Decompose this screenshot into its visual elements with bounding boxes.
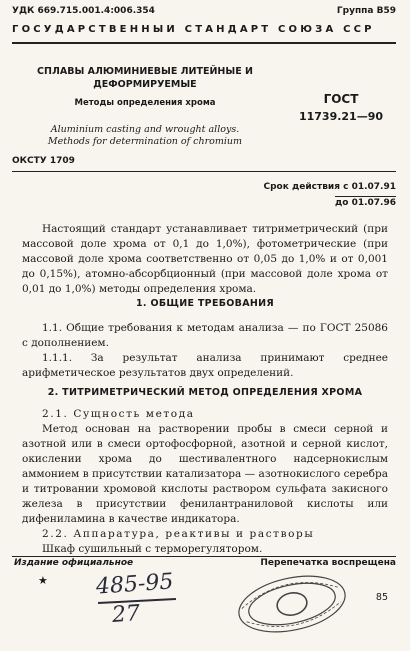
title-subtitle: Методы определения хрома	[74, 98, 216, 108]
section-2-title: 2. ТИТРИМЕТРИЧЕСКИЙ МЕТОД ОПРЕДЕЛЕНИЯ ХРОМА	[47, 387, 363, 398]
okstu-code: ОКСТУ 1709	[12, 156, 75, 166]
section-1-body	[22, 321, 388, 381]
intro-paragraph	[22, 222, 388, 297]
section-1-p1: 1.1. Общие требования к методам анализа — по ГОСТ 25086 с дополнением.	[22, 322, 388, 349]
group-code: Группа В59	[336, 6, 396, 16]
title-rule	[12, 171, 396, 172]
reprint-notice: Перепечатка воспрещена	[260, 558, 396, 568]
validity-to: до 01.07.96	[335, 198, 396, 208]
section-2-p2: Шкаф сушильный с терморегулятором.	[42, 543, 263, 555]
udk-code: УДК 669.715.001.4:006.354	[12, 6, 155, 16]
gost-label: ГОСТ	[323, 92, 359, 106]
header-rule	[12, 42, 396, 44]
title-line-1: СПЛАВЫ АЛЮМИНИЕВЫЕ ЛИТЕЙНЫЕ И	[37, 66, 253, 77]
title-line-2: ДЕФОРМИРУЕМЫЕ	[93, 79, 197, 90]
section-2-body	[22, 407, 388, 557]
title-en-line-1: Aluminium casting and wrought alloys.	[50, 124, 240, 135]
section-2-sub1: 2.1. Сущность метода	[42, 408, 195, 420]
intro-text: Настоящий стандарт устанавливает титриметрический (при массовой доле хрома от 0,1 до 1,0%), фотометрические (при массовой доле хрома соответственно от 0,05 до 1,0% и от 0,001 до 0,15%), атомно-абсорбционный (при массовой доле хрома от 0,01 до 1,0%) методы определения хрома.	[22, 223, 388, 295]
title-en-line-2: Methods for determination of chromium	[47, 136, 243, 147]
section-2-p1: Метод основан на растворении пробы в смеси серной и азотной или в смеси ортофосфорной, азотной и серной кислот, окислении хрома до шестивалентного надсернокислым аммонием в присутствии катализатора — азотнокислого серебра и титровании хромовой кислоты раствором сульфата закисного железа в присутствии фенилантраниловой кислоты или дифениламина в качестве индикатора.	[22, 423, 388, 525]
page-number: 85	[375, 592, 388, 603]
footer-rule	[12, 556, 396, 557]
section-1-p2: 1.1.1. За результат анализа принимают среднее арифметическое результатов двух определений.	[22, 352, 388, 379]
stamp-icon	[232, 568, 352, 640]
validity-from: Срок действия с 01.07.91	[263, 182, 396, 192]
handwritten-count: 27	[111, 601, 141, 628]
gost-number: 11739.21—90	[298, 110, 384, 123]
section-1-title: 1. ОБЩИЕ ТРЕБОВАНИЯ	[136, 298, 274, 309]
star-icon: ★	[38, 574, 48, 587]
org-title: ГОСУДАРСТВЕННЫЙ СТАНДАРТ СОЮЗА ССР	[12, 24, 375, 35]
handwritten-number: 485-95	[95, 569, 175, 600]
section-2-sub2: 2.2. Аппаратура, реактивы и растворы	[42, 528, 315, 540]
official-edition: Издание официальное	[14, 558, 134, 568]
